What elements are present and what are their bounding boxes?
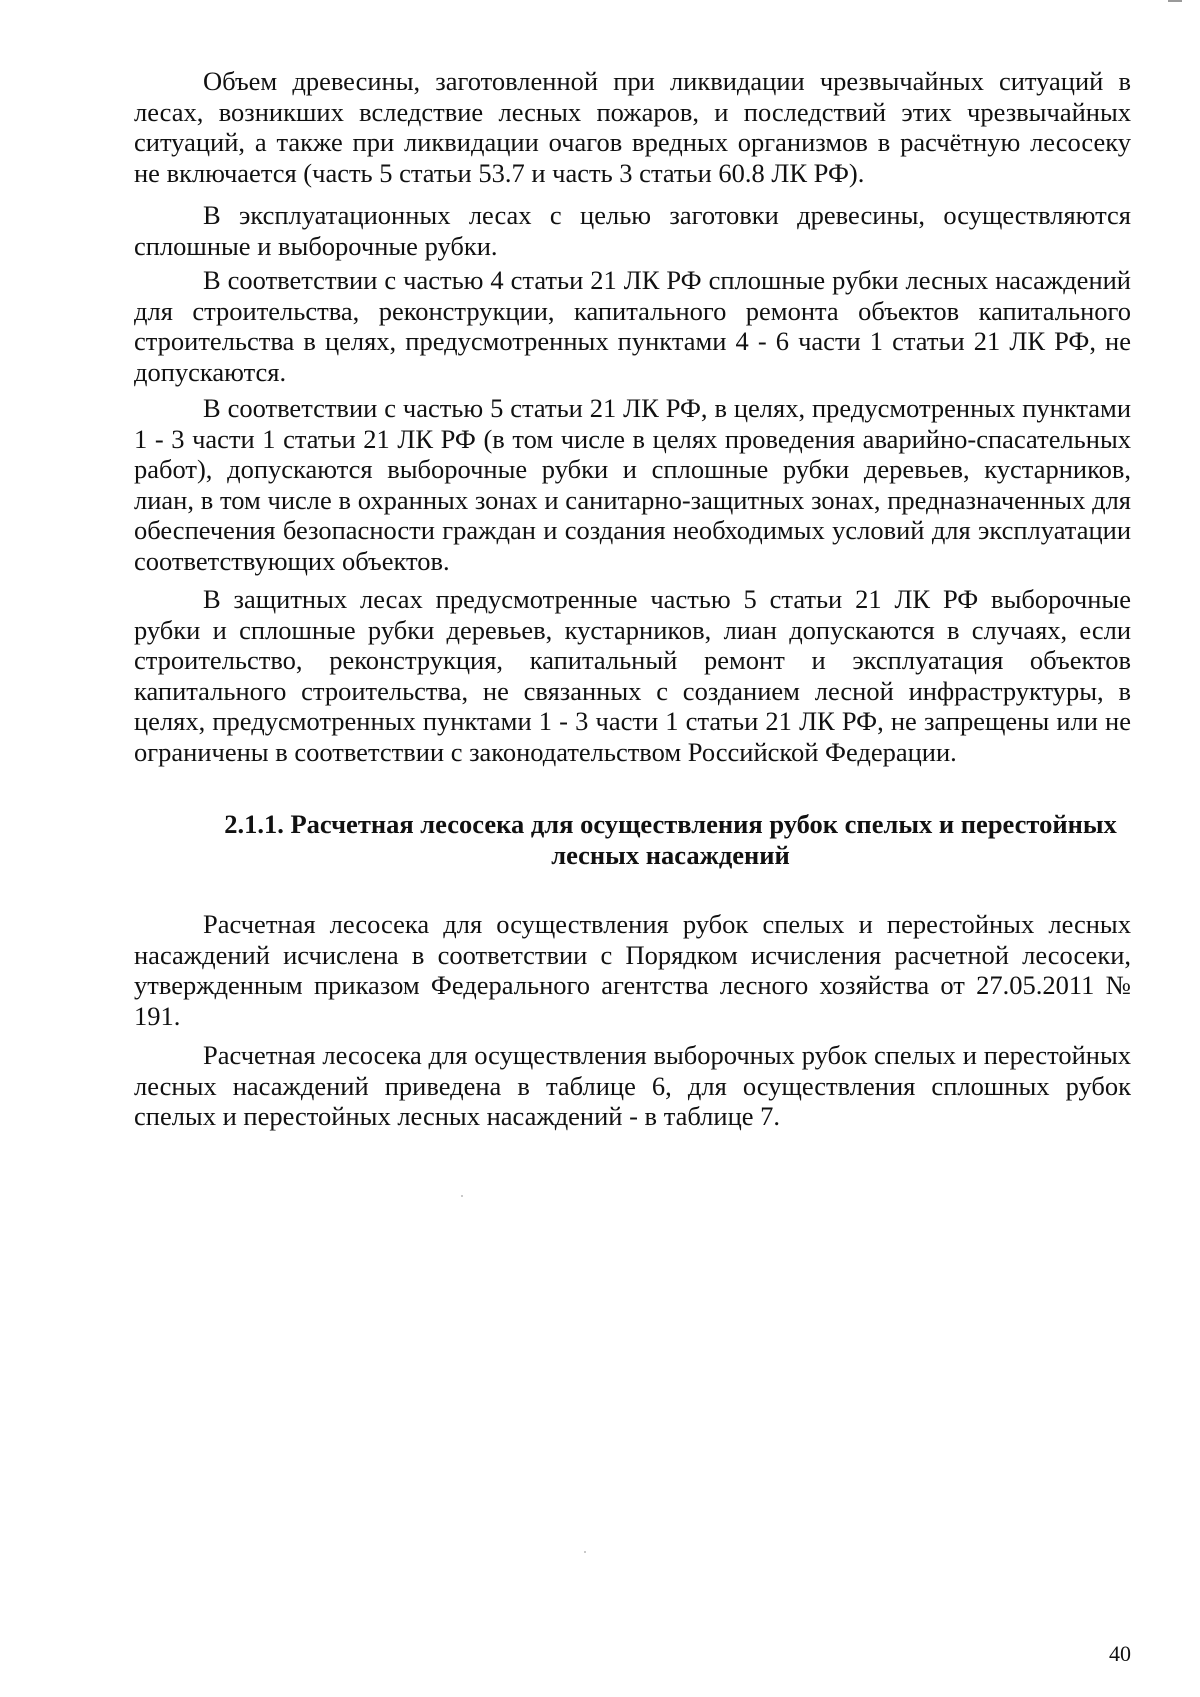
section-heading: 2.1.1. Расчетная лесосека для осуществления рубок спелых и перестойных лесных насаждений — [224, 809, 1117, 870]
paragraph-emergency-timber: Объем древесины, заготовленной при ликвидации чрезвычайных ситуаций в лесах, возникших вследствие лесных пожаров, и последствий этих чрезвычайных ситуаций, а также при ликвидации очагов вредных организмов в расчётную лесосеку не включается (часть 5 статьи 53.7 и часть 3 статьи 60.8 ЛК РФ). — [134, 66, 1131, 188]
paragraph-part4-article21: В соответствии с частью 4 статьи 21 ЛК РФ сплошные рубки лесных насаждений для строительства, реконструкции, капитального ремонта объектов капитального строительства в целях, предусмотренных пунктами 4 - 6 части 1 статьи 21 ЛК РФ, не допускаются. — [134, 265, 1131, 387]
scan-artifact — [1168, 0, 1182, 2]
paragraph-allowable-cut-calculation: Расчетная лесосека для осуществления рубок спелых и перестойных лесных насаждений исчислена в соответствии с Порядком исчисления расчетной лесосеки, утвержденным приказом Федерального агентства лесного хозяйства от 27.05.2011 № 191. — [134, 909, 1131, 1031]
scan-speck — [461, 1195, 463, 1197]
paragraph-protective-forests: В защитных лесах предусмотренные частью 5 статьи 21 ЛК РФ выборочные рубки и сплошные рубки деревьев, кустарников, лиан допускаются в случаях, если строительство, реконструкция, капитальный ремонт и эксплуатация объектов капитального строительства, не связанных с созданием лесной инфраструктуры, в целях, предусмотренных пунктами 1 - 3 части 1 статьи 21 ЛК РФ, не запрещены или не ограничены в соответствии с законодательством Российской Федерации. — [134, 584, 1131, 767]
page-number: 40 — [1109, 1641, 1131, 1666]
scan-speck — [584, 1551, 586, 1553]
paragraph-part5-article21: В соответствии с частью 5 статьи 21 ЛК РФ, в целях, предусмотренных пунктами 1 - 3 части 1 статьи 21 ЛК РФ (в том числе в целях проведения аварийно-спасательных работ), допускаются выборочные рубки и сплошные рубки деревьев, кустарников, лиан, в том числе в охранных зонах и санитарно-защитных зонах, предназначенных для обеспечения безопасности граждан и создания необходимых условий для эксплуатации соответствующих объектов. — [134, 393, 1131, 576]
paragraph-table-references: Расчетная лесосека для осуществления выборочных рубок спелых и перестойных лесных насаждений приведена в таблице 6, для осуществления сплошных рубок спелых и перестойных лесных насаждений - в таблице 7. — [134, 1040, 1131, 1132]
paragraph-exploitation-forests: В эксплуатационных лесах с целью заготовки древесины, осуществляются сплошные и выборочные рубки. — [134, 200, 1131, 261]
